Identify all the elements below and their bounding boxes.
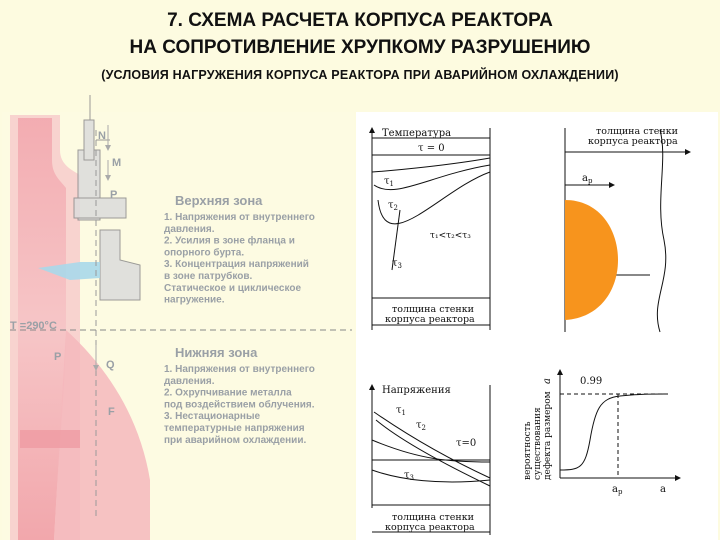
label-tau2: $\tau_2$	[388, 200, 399, 212]
prob-x-tick: $a_p$	[612, 484, 623, 496]
lower-zone-item: 1. Напряжения от внутреннего	[164, 364, 315, 375]
crack-a-label: $a_p$	[582, 173, 593, 185]
stress-label-tau2: $\tau_2$	[416, 420, 427, 432]
tau-relation: τ₁<τ₂<τ₃	[430, 231, 471, 241]
lower-zone-title: Нижняя зона	[175, 345, 258, 360]
label-tau3: $\tau_3$	[392, 258, 403, 270]
label-tau1: $\tau_1$	[384, 176, 395, 188]
upper-zone-item: давления.	[164, 223, 215, 235]
label-p-bottom: P	[54, 351, 62, 363]
upper-zone-item: 2. Усилия в зоне фланца и	[164, 235, 295, 247]
lower-zone-item: при аварийном охлаждении.	[164, 434, 307, 446]
label-m: M	[112, 157, 122, 169]
label-f: F	[108, 406, 115, 418]
stress-label-tau1: $\tau_1$	[396, 405, 407, 417]
lower-zone-item: под воздействием облучения.	[164, 399, 315, 411]
stress-label-tau0: τ=0	[456, 438, 477, 449]
lower-zone-item: температурные напряжения	[164, 423, 305, 434]
prob-ylabel-1: вероятность	[523, 421, 533, 480]
stress-ylabel: Напряжения	[382, 385, 451, 396]
prob-value: 0.99	[580, 376, 603, 387]
label-q: Q	[106, 359, 115, 371]
temp-ylabel: Температура	[382, 128, 452, 139]
upper-zone-item: опорного бурта.	[164, 247, 245, 259]
stress-wall-label-2: корпуса реактора	[385, 522, 475, 533]
temp-wall-label-2: корпуса реактора	[385, 314, 475, 325]
subtitle: (УСЛОВИЯ НАГРУЖЕНИЯ КОРПУСА РЕАКТОРА ПРИ АВАРИЙНОМ ОХЛАЖДЕНИИ)	[101, 68, 619, 82]
prob-ylabel-3: дефекта размером	[543, 391, 553, 480]
stress-wall-label-1: толщина стенки	[392, 512, 474, 523]
stress-label-tau3: $\tau_3$	[404, 470, 415, 482]
upper-zone-item: нагружение.	[164, 294, 225, 306]
lower-zone-item: давления.	[164, 375, 215, 387]
upper-zone-item: Статическое и циклическое	[164, 282, 302, 294]
label-tau0: τ = 0	[418, 143, 445, 154]
upper-zone-item: в зоне патрубков.	[164, 271, 253, 282]
vessel-band	[20, 430, 80, 448]
label-n: N	[98, 130, 106, 142]
prob-ylabel-2: существования	[533, 407, 543, 480]
lower-zone-item: 2. Охрупчивание металла	[164, 387, 292, 399]
prob-ylabel-var: a	[542, 378, 553, 384]
title-line-1: 7. СХЕМА РАСЧЕТА КОРПУСА РЕАКТОРА	[167, 10, 553, 31]
label-p-top: P	[110, 189, 118, 201]
crack-wall-label-1: толщина стенки	[596, 126, 678, 137]
temp-wall-label-1: толщина стенки	[392, 304, 474, 315]
temperature-label: T =290°C	[10, 320, 57, 332]
upper-zone-item: 3. Концентрация напряжений	[164, 259, 309, 271]
lower-zone-item: 3. Нестационарные	[164, 411, 261, 423]
upper-zone-item: 1. Напряжения от внутреннего	[164, 212, 315, 223]
upper-zone-title: Верхняя зона	[175, 193, 263, 208]
prob-x-label: a	[660, 484, 666, 495]
crack-wall-label-2: корпуса реактора	[588, 136, 678, 147]
left-panel	[2, 95, 354, 540]
title-line-2: НА СОПРОТИВЛЕНИЕ ХРУПКОМУ РАЗРУШЕНИЮ	[129, 37, 591, 58]
